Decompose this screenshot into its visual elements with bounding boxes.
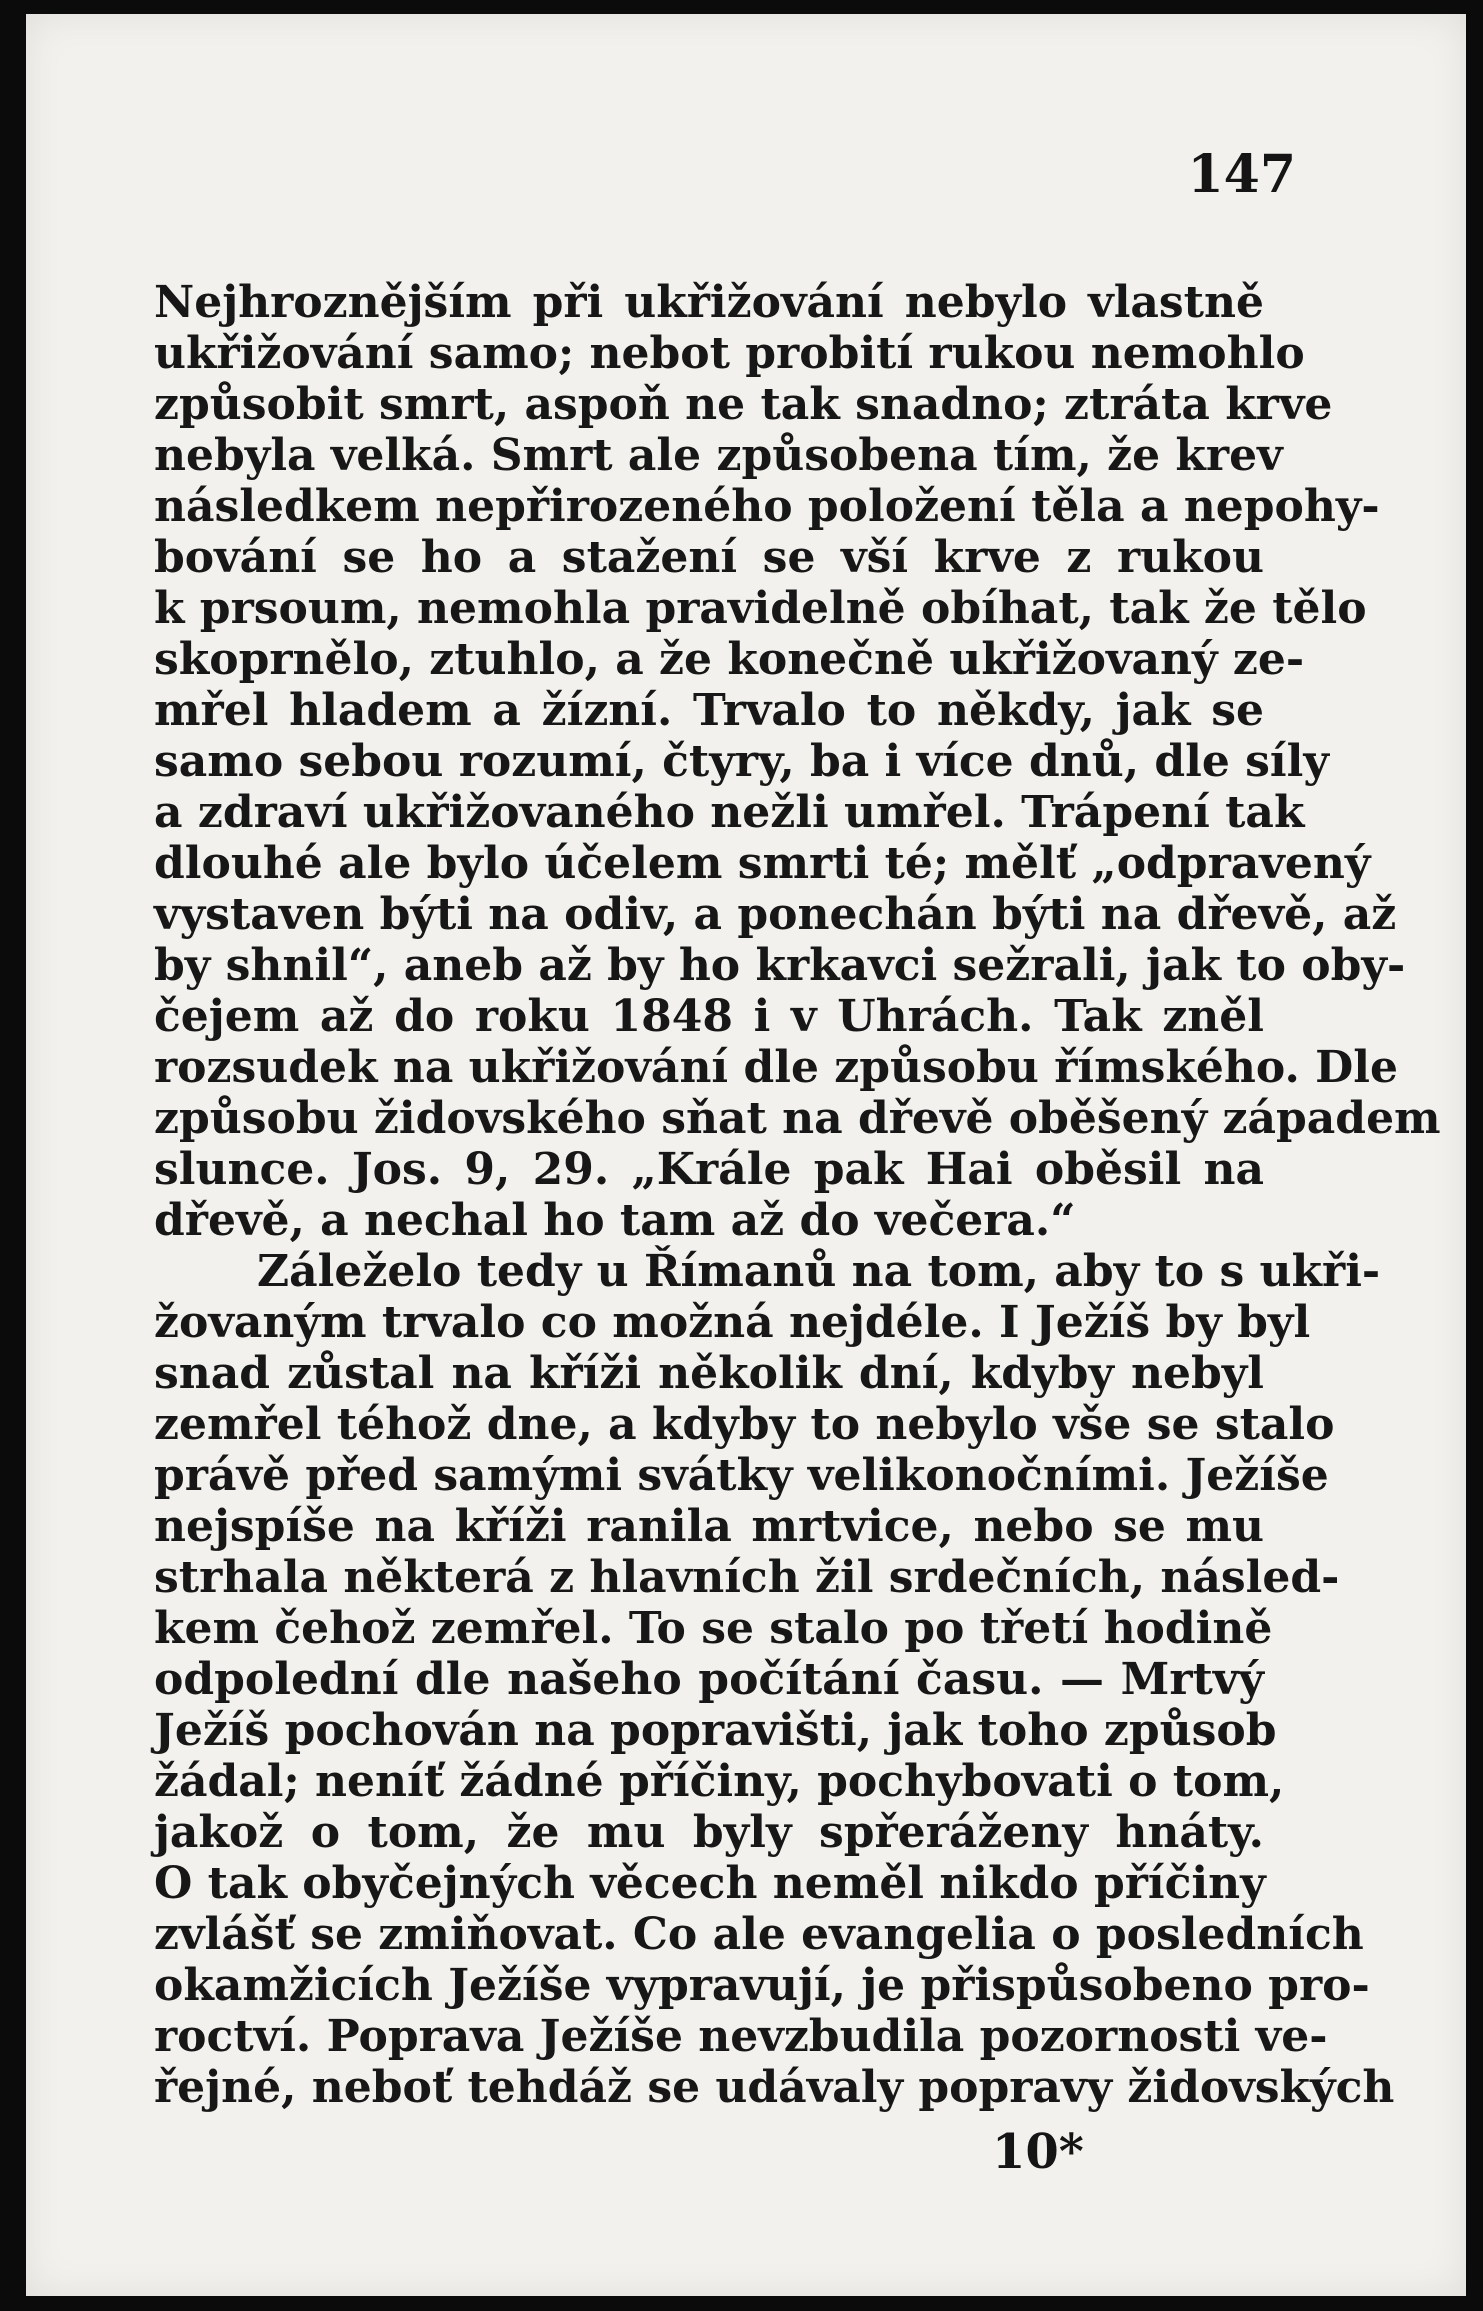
text-line: nejspíše na kříži ranila mrtvice, nebo se mu [154, 1501, 1264, 1552]
text-line: vystaven býti na odiv, a ponechán býti na dřevě, až [154, 889, 1397, 940]
text-line: k prsoum, nemohla pravidelně obíhat, tak že tělo [154, 583, 1367, 634]
text-line: Záleželo tedy u Římanů na tom, aby to s ukři- [257, 1246, 1381, 1297]
text-line: mřel hladem a žízní. Trvalo to někdy, jak se [154, 685, 1264, 736]
text-line: nebyla velká. Smrt ale způsobena tím, že krev [154, 430, 1283, 481]
text-line: strhala některá z hlavních žil srdečních, násled- [154, 1552, 1340, 1603]
text-line: okamžicích Ježíše vypravují, je přispůsobeno pro- [154, 1960, 1370, 2011]
text-line: ukřižování samo; nebot probití rukou nemohlo [154, 328, 1305, 379]
text-line: žovaným trvalo co možná nejdéle. I Ježíš by byl [154, 1297, 1311, 1348]
text-line: jakož o tom, že mu byly spřeráženy hnáty. [154, 1807, 1264, 1858]
text-line: O tak obyčejných věcech neměl nikdo příčiny [154, 1858, 1266, 1909]
text-line: dřevě, a nechal ho tam až do večera.“ [154, 1195, 1076, 1246]
text-line: následkem nepřirozeného položení těla a nepohy- [154, 481, 1380, 532]
book-page [26, 14, 1466, 2296]
text-line: dlouhé ale bylo účelem smrti té; mělť „odpravený [154, 838, 1371, 889]
text-line: skoprnělo, ztuhlo, a že konečně ukřižovaný ze- [154, 634, 1305, 685]
text-line: Nejhroznějším při ukřižování nebylo vlastně [154, 277, 1264, 328]
text-line: roctví. Poprava Ježíše nevzbudila pozornosti ve- [154, 2011, 1328, 2062]
text-line: bování se ho a stažení se vší krve z rukou [154, 532, 1264, 583]
text-line: způsobu židovského sňat na dřevě oběšený západem [154, 1093, 1441, 1144]
text-line: samo sebou rozumí, čtyry, ba i více dnů, dle síly [154, 736, 1329, 787]
text-line: kem čehož zemřel. To se stalo po třetí hodině [154, 1603, 1273, 1654]
text-line: způsobit smrt, aspoň ne tak snadno; ztráta krve [154, 379, 1333, 430]
page-number: 147 [1187, 144, 1296, 205]
text-line: čejem až do roku 1848 i v Uhrách. Tak zněl [154, 991, 1264, 1042]
body-text [154, 277, 1441, 2113]
text-line: Ježíš pochován na popravišti, jak toho způsob [154, 1705, 1277, 1756]
text-line: žádal; neníť žádné příčiny, pochybovati o tom, [154, 1756, 1285, 1807]
text-line: by shnil“, aneb až by ho krkavci sežrali, jak to oby- [154, 940, 1406, 991]
signature-mark: 10* [992, 2124, 1084, 2180]
text-line: slunce. Jos. 9, 29. „Krále pak Hai oběsil na [154, 1144, 1264, 1195]
text-line: řejné, neboť tehdáž se udávaly popravy židovských [154, 2062, 1395, 2113]
text-line: rozsudek na ukřižování dle způsobu římského. Dle [154, 1042, 1398, 1093]
text-line: snad zůstal na kříži několik dní, kdyby nebyl [154, 1348, 1264, 1399]
text-line: právě před samými svátky velikonočními. Ježíše [154, 1450, 1329, 1501]
text-line: a zdraví ukřižovaného nežli umřel. Trápení tak [154, 787, 1305, 838]
text-line: odpolední dle našeho počítání času. — Mrtvý [154, 1654, 1264, 1705]
text-line: zvlášť se zmiňovat. Co ale evangelia o posledních [154, 1909, 1364, 1960]
text-line: zemřel téhož dne, a kdyby to nebylo vše se stalo [154, 1399, 1335, 1450]
